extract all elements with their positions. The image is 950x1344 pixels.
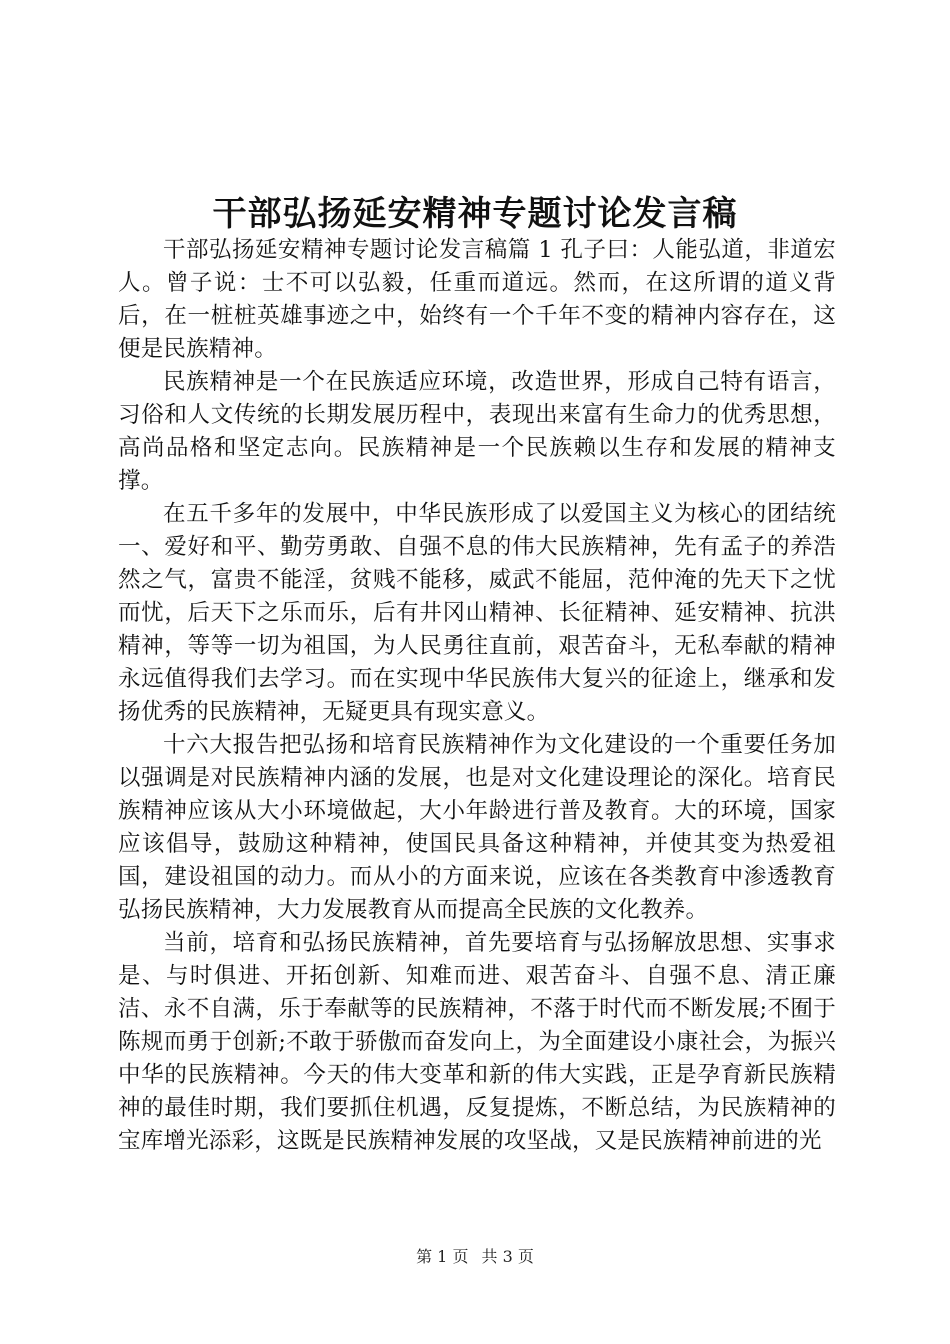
paragraph: 干部弘扬延安精神专题讨论发言稿篇 1 孔子曰：人能弘道，非道宏人。曾子说：士不可以弘毅，任重而道远。然而，在这所谓的道义背后，在一桩桩英雄事迹之中，始终有一个千年不变的精神内容存在，这便是民族精神。 <box>118 237 836 362</box>
page-number: 第 1 页 <box>416 1247 469 1266</box>
paragraph: 民族精神是一个在民族适应环境，改造世界，形成自己特有语言，习俗和人文传统的长期发展历程中，表现出来富有生命力的优秀思想，高尚品格和坚定志向。民族精神是一个民族赖以生存和发展的精神支撑。 <box>118 369 836 494</box>
paragraph: 在五千多年的发展中，中华民族形成了以爱国主义为核心的团结统一、爱好和平、勤劳勇敢、自强不息的伟大民族精神，先有孟子的养浩然之气，富贵不能淫，贫贱不能移，威武不能屈，范仲淹的先天下之忧而忧，后天下之乐而乐，后有井冈山精神、长征精神、延安精神、抗洪精神，等等一切为祖国，为人民勇往直前，艰苦奋斗，无私奉献的精神永远值得我们去学习。而在实现中华民族伟大复兴的征途上，继承和发扬优秀的民族精神，无疑更具有现实意义。 <box>118 501 836 725</box>
document-body <box>118 234 836 1158</box>
paragraph: 十六大报告把弘扬和培育民族精神作为文化建设的一个重要任务加以强调是对民族精神内涵的发展，也是对文化建设理论的深化。培育民族精神应该从大小环境做起，大小年龄进行普及教育。大的环境，国家应该倡导，鼓励这种精神，使国民具备这种精神，并使其变为热爱祖国，建设祖国的动力。而从小的方面来说，应该在各类教育中渗透教育弘扬民族精神，大力发展教育从而提高全民族的文化教养。 <box>118 732 836 923</box>
document-title: 干部弘扬延安精神专题讨论发言稿 <box>212 194 738 234</box>
paragraph: 当前，培育和弘扬民族精神，首先要培育与弘扬解放思想、实事求是、与时俱进、开拓创新、知难而进、艰苦奋斗、自强不息、清正廉洁、永不自满，乐于奉献等的民族精神，不落于时代而不断发展;不囿于陈规而勇于创新;不敢于骄傲而奋发向上，为全面建设小康社会，为振兴中华的民族精神。今天的伟大变革和新的伟大实践，正是孕育新民族精神的最佳时期，我们要抓住机遇，反复提炼，不断总结，为民族精神的宝库增光添彩，这既是民族精神发展的攻坚战，又是民族精神前进的光 <box>118 930 836 1154</box>
page-total: 共 3 页 <box>481 1247 534 1266</box>
page-footer <box>0 1244 950 1267</box>
